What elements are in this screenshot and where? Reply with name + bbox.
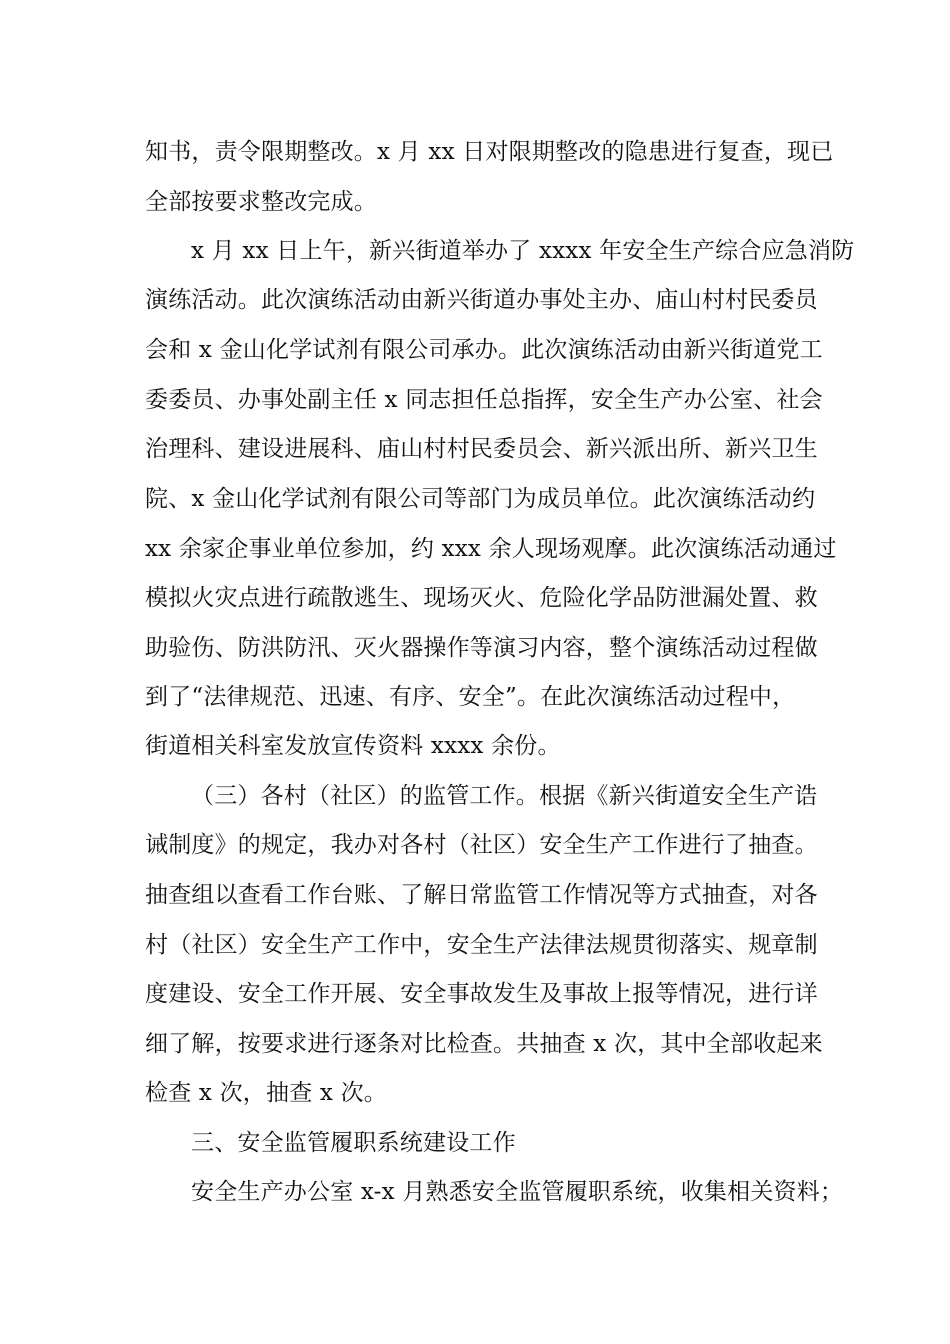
text-line: 街道相关科室发放宣传资料 xxxx 余份。 [145, 733, 561, 759]
paragraph-first-line: 安全生产办公室 x-x 月熟悉安全监管履职系统，收集相关资料； [191, 1179, 844, 1205]
text-line: 知书，责令限期整改。x 月 xx 日对限期整改的隐患进行复查，现已 [145, 139, 834, 165]
section-heading-line: （三）各村（社区）的监管工作。根据《新兴街道安全生产诰 [191, 783, 818, 809]
text-line: 治理科、建设进展科、庙山村村民委员会、新兴派出所、新兴卫生 [145, 436, 818, 462]
paragraph-first-line: x 月 xx 日上午，新兴街道举办了 xxxx 年安全生产综合应急消防 [191, 238, 855, 264]
text-line: 到了“法律规范、迅速、有序、安全”。在此次演练活动过程中， [145, 684, 796, 710]
text-line: 院、x 金山化学试剂有限公司等部门为成员单位。此次演练活动约 [145, 486, 816, 512]
text-line: 诫制度》的规定，我办对各村（社区）安全生产工作进行了抽查。 [145, 832, 818, 858]
text-line: 抽查组以查看工作台账、了解日常监管工作情况等方式抽查，对各 [145, 882, 818, 908]
text-line: 会和 x 金山化学试剂有限公司承办。此次演练活动由新兴街道党工 [145, 337, 823, 363]
text-line: 全部按要求整改完成。 [145, 189, 377, 215]
text-line: xx 余家企事业单位参加，约 xxx 余人现场观摩。此次演练活动通过 [145, 536, 837, 562]
text-line: 细了解，按要求进行逐条对比检查。共抽查 x 次，其中全部收起来 [145, 1031, 823, 1057]
text-line: 检查 x 次，抽查 x 次。 [145, 1080, 387, 1106]
text-line: 助验伤、防洪防汛、灭火器操作等演习内容，整个演练活动过程做 [145, 635, 818, 661]
text-line: 村（社区）安全生产工作中，安全生产法律法规贯彻落实、规章制 [145, 932, 818, 958]
text-line: 度建设、安全工作开展、安全事故发生及事故上报等情况，进行详 [145, 981, 818, 1007]
text-line: 委委员、办事处副主任 x 同志担任总指挥，安全生产办公室、社会 [145, 387, 823, 413]
text-line: 模拟火灾点进行疏散逃生、现场灭火、危险化学品防泄漏处置、救 [145, 585, 818, 611]
text-line: 演练活动。此次演练活动由新兴街道办事处主办、庙山村村民委员 [145, 287, 818, 313]
section-heading: 三、安全监管履职系统建设工作 [191, 1130, 516, 1156]
